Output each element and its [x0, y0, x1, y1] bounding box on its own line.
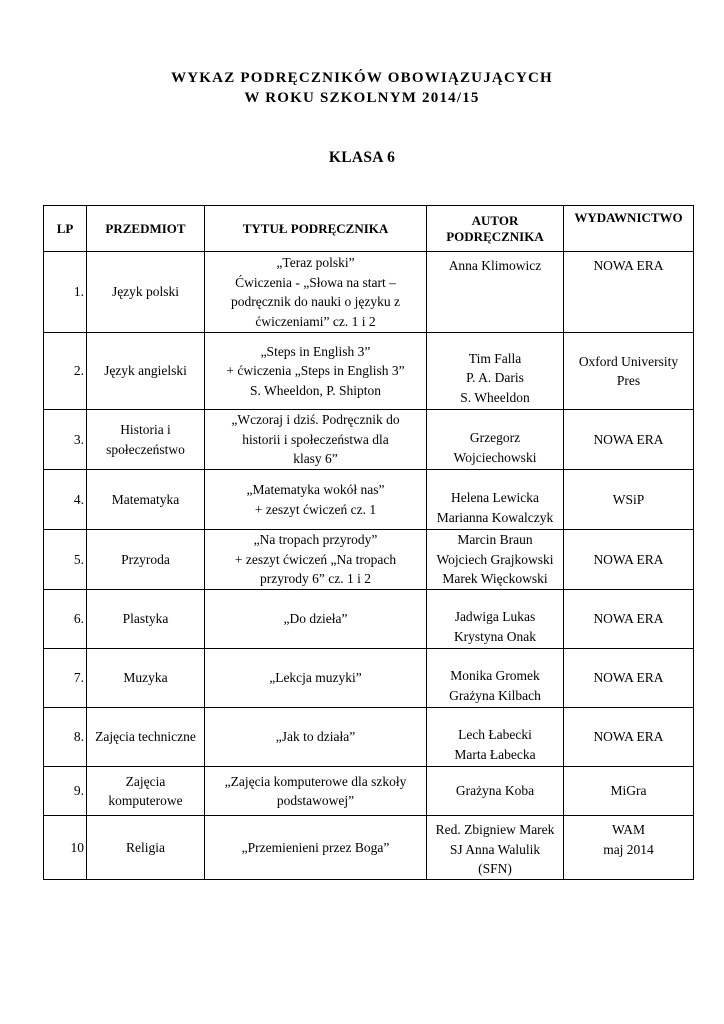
cell-subject-line: Przyroda — [121, 551, 170, 567]
cell-author — [427, 333, 564, 410]
cell-author-line: S. Wheeldon — [460, 389, 530, 405]
cell-publisher — [564, 708, 694, 767]
cell-subject — [87, 252, 205, 333]
cell-subject — [87, 470, 205, 530]
cell-lp: 9. — [44, 767, 87, 816]
cell-subject-line: Religia — [126, 839, 165, 855]
cell-title-line: podstawowej” — [276, 793, 355, 808]
cell-author — [427, 410, 564, 470]
cell-subject-line: społeczeństwo — [106, 441, 185, 457]
cell-title — [205, 530, 427, 590]
cell-publisher-line: WAM — [612, 822, 645, 837]
cell-lp: 5. — [44, 530, 87, 590]
cell-author-line: Grażyna Koba — [455, 783, 535, 799]
cell-title — [205, 410, 427, 470]
cell-publisher-line: NOWA ERA — [593, 670, 664, 686]
cell-subject-line: Zajęcia — [125, 773, 166, 789]
cell-publisher-line: NOWA ERA — [593, 729, 664, 745]
cell-publisher — [564, 767, 694, 816]
table-header-row — [44, 206, 694, 252]
cell-lp: 4. — [44, 470, 87, 530]
cell-author — [427, 252, 564, 333]
cell-publisher-line: maj 2014 — [603, 841, 654, 857]
cell-publisher-line: NOWA ERA — [593, 431, 664, 447]
cell-author — [427, 767, 564, 816]
cell-title — [205, 252, 427, 333]
cell-author-line: Marcin Braun — [457, 532, 533, 548]
cell-publisher-line: NOWA ERA — [593, 551, 664, 567]
cell-publisher — [564, 410, 694, 470]
cell-author-line: Lech Łabecki — [458, 727, 532, 742]
cell-title — [205, 708, 427, 767]
cell-author-line: Marianna Kowalczyk — [436, 509, 554, 525]
table-row — [44, 649, 694, 708]
cell-author — [427, 470, 564, 530]
table-row — [44, 410, 694, 470]
cell-author-line: Anna Klimowicz — [448, 258, 542, 273]
cell-title-line: „Steps in English 3” — [260, 343, 371, 359]
table-row — [44, 767, 694, 816]
table-row — [44, 708, 694, 767]
cell-publisher — [564, 590, 694, 649]
cell-title-line: „Jak to działa” — [275, 729, 356, 745]
cell-title — [205, 767, 427, 816]
cell-publisher — [564, 333, 694, 410]
cell-publisher — [564, 816, 694, 880]
cell-publisher-line: WSiP — [612, 491, 645, 507]
cell-publisher — [564, 530, 694, 590]
cell-subject-line: Język polski — [111, 284, 180, 300]
cell-subject — [87, 333, 205, 410]
document-title-line-2: W ROKU SZKOLNYM 2014/15 — [244, 90, 480, 106]
cell-title-line: Ćwiczenia - „Słowa na start – — [235, 274, 396, 290]
cell-title — [205, 649, 427, 708]
column-header-author-line: PODRĘCZNIKA — [446, 228, 544, 244]
column-header-author — [427, 206, 564, 252]
cell-author-line: SJ Anna Walulik — [449, 841, 541, 857]
cell-lp: 2. — [44, 333, 87, 410]
cell-title-line: „Przemienieni przez Boga” — [241, 839, 390, 855]
cell-publisher — [564, 470, 694, 530]
cell-title-line: + zeszyt ćwiczeń cz. 1 — [254, 501, 377, 517]
cell-author-line: Wojciechowski — [453, 449, 537, 465]
cell-title — [205, 590, 427, 649]
cell-author-line: Tim Falla — [468, 350, 522, 366]
cell-subject-line: Język angielski — [104, 363, 187, 379]
textbook-table — [43, 205, 694, 880]
cell-title-line: „Do dzieła” — [283, 611, 348, 627]
cell-publisher-line: NOWA ERA — [593, 258, 664, 273]
cell-author-line: Red. Zbigniew Marek — [435, 822, 555, 837]
class-heading: KLASA 6 — [328, 149, 396, 166]
cell-title-line: „Wczoraj i dziś. Podręcznik do — [231, 412, 400, 428]
cell-subject — [87, 410, 205, 470]
cell-title-line: „Matematyka wokół nas” — [246, 482, 385, 497]
column-header-title: TYTUŁ PODRĘCZNIKA — [205, 206, 427, 252]
cell-author-line: P. A. Daris — [466, 370, 524, 385]
cell-subject — [87, 590, 205, 649]
cell-author-line: Marta Łabecka — [454, 746, 536, 762]
cell-author-line: Grzegorz — [469, 430, 521, 445]
cell-author — [427, 816, 564, 880]
cell-title-line: + ćwiczenia „Steps in English 3” — [226, 363, 405, 379]
cell-title-line: „Na tropach przyrody” — [253, 532, 378, 548]
cell-title — [205, 816, 427, 880]
document-title-line-1: WYKAZ PODRĘCZNIKÓW OBOWIĄZUJĄCYCH — [171, 70, 553, 86]
cell-title-line: S. Wheeldon, P. Shipton — [249, 382, 381, 398]
cell-subject — [87, 530, 205, 590]
cell-title-line: „Zajęcia komputerowe dla szkoły — [224, 773, 407, 789]
cell-publisher-line: Oxford University — [578, 353, 679, 369]
cell-title-line: historii i społeczeństwa dla — [242, 431, 389, 447]
column-header-publisher: WYDAWNICTWO — [564, 206, 694, 252]
cell-title — [205, 333, 427, 410]
cell-author-line: Marek Więckowski — [442, 571, 548, 587]
table-row — [44, 252, 694, 333]
table-row — [44, 590, 694, 649]
cell-title-line: podręcznik do nauki o języku z — [230, 294, 401, 309]
cell-publisher — [564, 649, 694, 708]
cell-title-line: „Lekcja muzyki” — [269, 670, 362, 686]
cell-subject-line: komputerowe — [108, 793, 183, 808]
cell-subject — [87, 649, 205, 708]
cell-lp: 8. — [44, 708, 87, 767]
cell-subject-line: Historia i — [120, 422, 171, 437]
cell-subject-line: Zajęcia techniczne — [95, 729, 196, 745]
table-row — [44, 470, 694, 530]
cell-title-line: przyrody 6” cz. 1 i 2 — [260, 571, 371, 587]
cell-title — [205, 470, 427, 530]
cell-title-line: + zeszyt ćwiczeń „Na tropach — [234, 551, 397, 567]
cell-author-line: Monika Gromek — [450, 668, 540, 683]
table-row — [44, 530, 694, 590]
column-header-subject: PRZEDMIOT — [87, 206, 205, 252]
cell-author — [427, 590, 564, 649]
cell-author-line: Grażyna Kilbach — [449, 687, 541, 703]
cell-author — [427, 708, 564, 767]
cell-publisher — [564, 252, 694, 333]
cell-subject-line: Matematyka — [111, 491, 180, 507]
cell-lp: 6. — [44, 590, 87, 649]
cell-publisher-line: MiGra — [610, 783, 647, 799]
cell-author-line: Helena Lewicka — [450, 490, 540, 505]
cell-subject-line: Muzyka — [123, 670, 168, 686]
column-header-author-line: AUTOR — [471, 212, 519, 228]
cell-lp: 3. — [44, 410, 87, 470]
cell-author-line: (SFN) — [478, 861, 512, 876]
cell-publisher-line: Pres — [616, 373, 641, 388]
cell-author-line: Wojciech Grajkowski — [436, 551, 554, 567]
cell-lp: 7. — [44, 649, 87, 708]
cell-author-line: Jadwiga Lukas — [454, 609, 536, 624]
cell-title-line: klasy 6” — [293, 451, 338, 467]
cell-subject — [87, 767, 205, 816]
cell-subject — [87, 708, 205, 767]
cell-lp: 10 — [44, 816, 87, 880]
table-row — [44, 333, 694, 410]
cell-subject — [87, 816, 205, 880]
table-row — [44, 816, 694, 880]
cell-publisher-line: NOWA ERA — [593, 611, 664, 627]
cell-author — [427, 530, 564, 590]
cell-title-line: „Teraz polski” — [276, 255, 355, 270]
column-header-lp: LP — [44, 206, 87, 252]
cell-lp: 1. — [44, 252, 87, 333]
cell-subject-line: Plastyka — [122, 611, 169, 627]
cell-title-line: ćwiczeniami” cz. 1 i 2 — [255, 313, 376, 329]
cell-author-line: Krystyna Onak — [453, 628, 537, 644]
cell-author — [427, 649, 564, 708]
